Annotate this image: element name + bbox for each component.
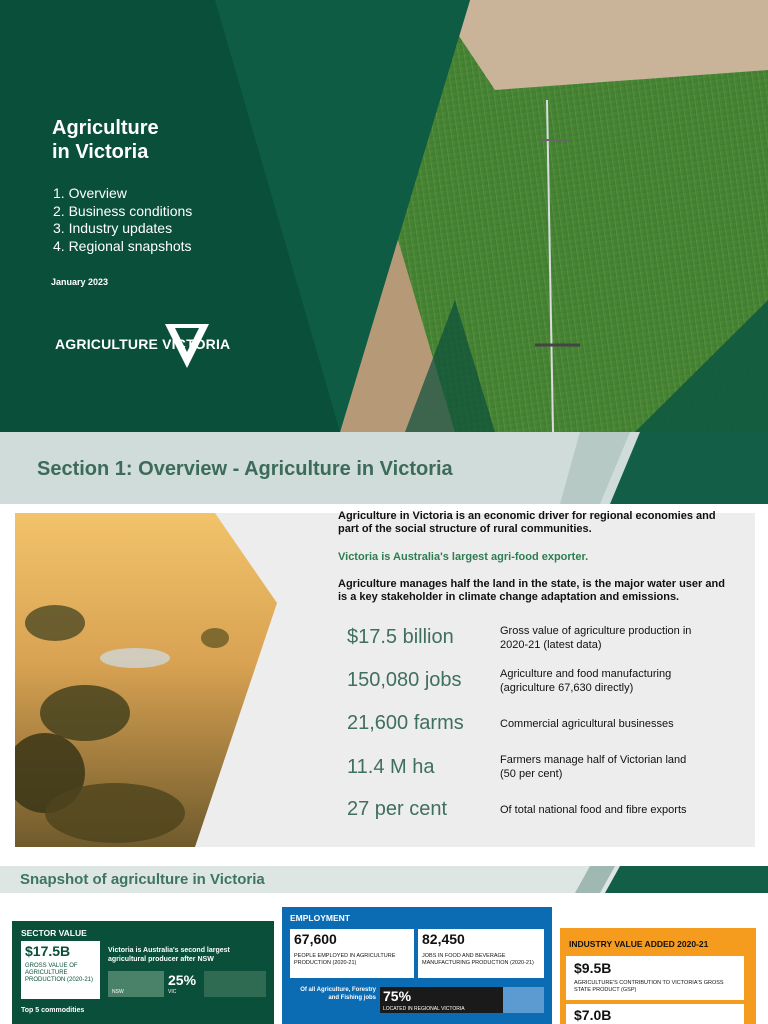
cover-title-line-2: in Victoria — [52, 141, 149, 163]
stat-value-jobs: 150,080 jobs — [347, 669, 462, 691]
regional-jobs-value: 75% — [383, 988, 412, 1004]
employment-food-box — [418, 929, 544, 978]
sector-value-description: GROSS VALUE OF AGRICULTURE PRODUCTION (2020-21) — [25, 963, 94, 983]
producer-share-bar — [108, 971, 266, 997]
cover-title-line-1: Agriculture — [52, 117, 159, 139]
snapshot-title: Snapshot of agriculture in Victoria — [20, 871, 265, 888]
overview-paragraph-1: Agriculture in Victoria is an economic driver for regional economies and part of the social structure of rural communities. — [338, 510, 716, 535]
stat-value-farms: 21,600 farms — [347, 712, 464, 734]
contents-item-industry-updates[interactable]: 3. Industry updates — [53, 220, 173, 236]
employment-heading: EMPLOYMENT — [290, 913, 350, 923]
top-commodities-label: Top 5 commodities — [21, 1007, 85, 1014]
sector-value-heading: SECTOR VALUE — [21, 928, 87, 938]
contents-item-business-conditions[interactable]: 2. Business conditions — [53, 202, 193, 219]
employment-food-value: 82,450 — [422, 931, 465, 947]
employment-card — [282, 907, 552, 1024]
stat-value-exports: 27 per cent — [347, 798, 448, 820]
iva-second-box — [566, 1004, 744, 1024]
iva-heading: INDUSTRY VALUE ADDED 2020-21 — [569, 939, 709, 949]
iva-gsp-value: $9.5B — [574, 960, 612, 976]
stat-value-gross-value: $17.5 billion — [347, 626, 454, 648]
publication-date: January 2023 — [51, 277, 109, 287]
regional-jobs-bar — [380, 987, 544, 1013]
contents-item-overview[interactable]: 1. Overview — [53, 185, 127, 201]
iva-gsp-box — [566, 956, 744, 1000]
contents-list — [53, 185, 192, 255]
employment-agri-value: 67,600 — [294, 931, 337, 947]
employment-agri-desc: PEOPLE EMPLOYED IN AGRICULTURE PRODUCTION (2020-21) — [294, 953, 396, 966]
agriculture-victoria-logo — [55, 322, 240, 370]
logo-wordmark: AGRICULTURE VICTORIA — [55, 336, 231, 352]
sector-value-amount: $17.5B — [25, 943, 71, 959]
sector-value-card — [12, 921, 274, 1024]
nsw-label: NSW — [112, 989, 124, 995]
stat-value-land: 11.4 M ha — [347, 756, 435, 778]
cover-banner — [0, 0, 768, 432]
vic-label: VIC — [168, 989, 177, 995]
iva-gsp-desc: AGRICULTURE'S CONTRIBUTION TO VICTORIA'S GROSS STATE PRODUCT (GSP) — [574, 980, 724, 993]
sector-value-note: Victoria is Australia's second largest agricultural producer after NSW — [108, 947, 230, 963]
stat-desc-jobs: Agriculture and food manufacturing (agriculture 67,630 directly) — [500, 668, 672, 694]
cover-title — [52, 116, 159, 164]
sunset-farmland-photo — [15, 513, 277, 847]
iva-second-value: $7.0B — [574, 1007, 612, 1023]
stat-desc-exports: Of total national food and fibre exports — [500, 804, 687, 816]
stat-desc-gross-value: Gross value of agriculture production in 2020-21 (latest data) — [500, 625, 692, 651]
regional-jobs-desc: LOCATED IN REGIONAL VICTORIA — [383, 1006, 465, 1012]
overview-paragraph-3: Agriculture manages half the land in the state, is the major water user and is a key stakeholder in climate change adaptation and emissions. — [338, 578, 725, 603]
contents-item-regional-snapshots[interactable]: 4. Regional snapshots — [53, 237, 192, 254]
sector-value-box — [21, 941, 100, 999]
regional-jobs-label: Of all Agriculture, Forestry and Fishing jobs — [300, 987, 376, 1001]
stat-desc-farms: Commercial agricultural businesses — [500, 718, 674, 730]
stat-desc-land: Farmers manage half of Victorian land (50 per cent) — [500, 754, 687, 780]
employment-agri-box — [290, 929, 414, 978]
industry-value-added-card — [560, 928, 756, 1024]
section-title: Section 1: Overview - Agriculture in Victoria — [37, 458, 453, 480]
employment-food-desc: JOBS IN FOOD AND BEVERAGE MANUFACTURING PRODUCTION (2020-21) — [422, 953, 534, 966]
vic-share-value: 25% — [168, 972, 197, 988]
overview-paragraph-2: Victoria is Australia's largest agri-food exporter. — [338, 551, 589, 563]
